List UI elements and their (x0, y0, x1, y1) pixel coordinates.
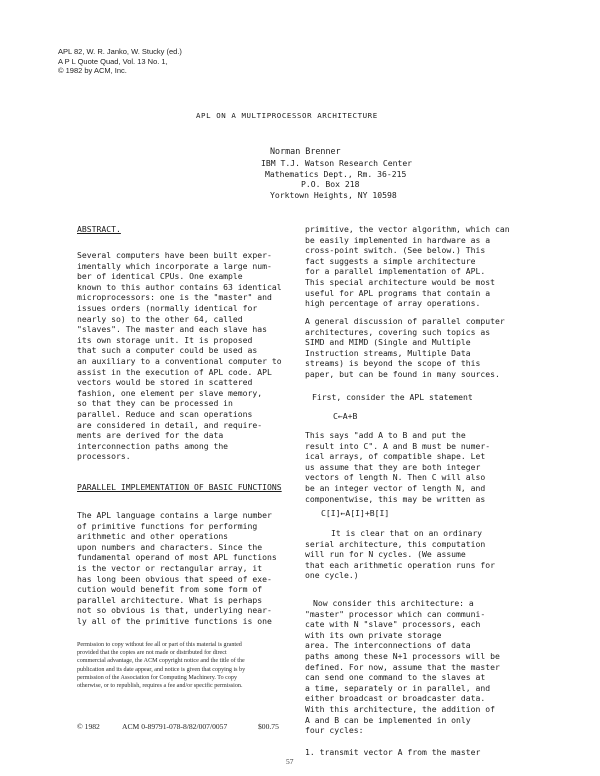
section-line: The APL language contains a large number (77, 510, 272, 520)
text-line: be an integer vector of length N, and (305, 482, 486, 493)
text-line: SIMD and MIMD (Single and Multiple (305, 337, 471, 348)
text-line: one cycle.) (305, 570, 359, 581)
text-line: componentwise, this may be written as (305, 493, 486, 504)
text-line: fact suggests a simple architecture (305, 255, 476, 266)
section-line: ly all of the primitive functions is one (77, 615, 272, 626)
footer-copyright: © 1982 (77, 722, 100, 731)
section-heading: PARALLEL IMPLEMENTATION OF BASIC FUNCTIONS (77, 482, 282, 492)
section-line: cution would benefit from some form of (77, 584, 263, 595)
abstract-line: parallel. Reduce and scan operations (77, 408, 253, 419)
text-line: This says "add A to B and put the (305, 430, 466, 440)
abstract-line: so that they can be processed in (77, 398, 233, 409)
abstract-heading: ABSTRACT. (77, 224, 121, 234)
text-line: that each arithmetic operation runs for (305, 559, 496, 570)
right-paragraph-1 (305, 224, 537, 309)
abstract-line: interconnection paths among the (77, 440, 229, 451)
text-line: With this architecture, the addition of (305, 703, 496, 714)
text-line: primitive, the vector algorithm, which can (305, 224, 510, 234)
right-paragraph-2 (305, 316, 537, 380)
section-body (77, 510, 285, 627)
text-line: with its own private storage (305, 629, 442, 640)
text-line: result into C". A and B must be numer- (305, 440, 491, 451)
permission-line: commercial advantage, the ACM copyright notice and the title of the (77, 658, 245, 665)
footer-acm-code: ACM 0-89791-078-8/82/007/0057 (122, 722, 228, 731)
right-paragraph-4 (305, 430, 537, 504)
header-line: A P L Quote Quad, Vol. 13 No. 1, (58, 56, 168, 66)
section-line: is the vector or rectangular array, it (77, 562, 263, 573)
section-line: fundamental operand of most APL functions (77, 552, 277, 563)
text-line: Instruction streams, Multiple Data (305, 347, 471, 358)
author-name: Norman Brenner (270, 146, 341, 156)
section-line: parallel architecture. What is perhaps (77, 594, 263, 605)
abstract-line: known to this author contains 63 identical (77, 281, 282, 292)
text-line: ical arrays, of compatible shape. Let (305, 451, 486, 462)
publication-header (58, 47, 182, 76)
text-line: serial architecture, this computation (305, 538, 486, 549)
header-line: APL 82, W. R. Janko, W. Stucky (ed.) (58, 47, 182, 56)
abstract-line: ments are derived for the data (77, 430, 224, 441)
abstract-line: microprocessors: one is the "master" and (77, 292, 272, 303)
list-item-1: 1. transmit vector A from the master (305, 747, 481, 757)
abstract-line: imentally which incorporate a large num- (77, 260, 272, 271)
header-line: © 1982 by ACM, Inc. (58, 66, 127, 75)
abstract-line: processors. (77, 451, 131, 462)
abstract-line: its own storage unit. It is proposed (77, 334, 253, 345)
text-line: useful for APL programs that contain a (305, 287, 491, 298)
right-paragraph-5 (305, 528, 537, 581)
section-line: not so obvious is that, underlying near- (77, 605, 272, 616)
code-statement-2: C[I]←A[I]+B[I] (321, 508, 390, 518)
section-line: arithmetic and other operations (77, 531, 229, 542)
text-line: for a parallel implementation of APL. (305, 266, 486, 277)
affiliation-line: P.O. Box 218 (301, 179, 360, 190)
text-line: will run for N cycles. (We assume (305, 549, 466, 560)
text-line: four cycles: (305, 725, 364, 736)
abstract-line: issues orders (normally identical for (77, 302, 258, 313)
paper-title: APL ON A MULTIPROCESSOR ARCHITECTURE (196, 111, 378, 120)
section-line: upon numbers and characters. Since the (77, 541, 263, 552)
abstract-line: ber of identical CPUs. One example (77, 271, 243, 282)
footer-price: $00.75 (258, 722, 279, 731)
text-line: streams) is beyond the scope of this (305, 358, 481, 369)
affiliation (261, 158, 412, 200)
section-line: has long been obvious that speed of exe- (77, 573, 272, 584)
text-line: "master" processor which can communi- (305, 608, 486, 619)
text-line: architectures, covering such topics as (305, 326, 491, 337)
section-line: of primitive functions for performing (77, 520, 258, 531)
permission-notice (77, 641, 287, 690)
affiliation-line: IBM T.J. Watson Research Center (261, 158, 413, 168)
page-number: 57 (286, 757, 294, 766)
text-line: cate with N "slave" processors, each (305, 619, 481, 630)
text-line: First, consider the APL statement (312, 392, 473, 402)
permission-line: Permission to copy without fee all or part of this material is granted (77, 642, 242, 648)
text-line: cross-point switch. (See below.) This (305, 245, 486, 256)
text-line: This special architecture would be most (305, 276, 496, 287)
abstract-line: Several computers have been built exper- (77, 250, 272, 260)
permission-line: permission of the Association for Computing Machinery. To copy (77, 674, 238, 681)
abstract-line: assist in the execution of APL code. APL (77, 366, 272, 377)
text-line: be easily implemented in hardware as a (305, 234, 491, 245)
abstract-line: fashion, one element per slave memory, (77, 387, 263, 398)
text-line: A and B can be implemented in only (305, 714, 471, 725)
right-paragraph-3 (312, 392, 544, 403)
abstract-line: nearly so) to the other 64, called (77, 313, 243, 324)
text-line: a time, separately or in parallel, and (305, 682, 491, 693)
right-paragraph-6 (305, 598, 537, 736)
abstract-line: are considered in detail, and require- (77, 419, 263, 430)
abstract-line: vectors would be stored in scattered (77, 377, 253, 388)
permission-line: provided that the copies are not made or distributed for direct (77, 650, 227, 657)
text-line: can send one command to the slaves at (305, 672, 486, 683)
text-line: paths among these N+1 processors will be (305, 650, 500, 661)
text-line: paper, but can be found in many sources. (305, 368, 500, 379)
text-line: A general discussion of parallel computer (305, 316, 505, 326)
text-line: area. The interconnections of data (305, 640, 471, 651)
abstract-line: "slaves". The master and each slave has (77, 324, 268, 335)
affiliation-line: Mathematics Dept., Rm. 36-215 (265, 168, 407, 179)
text-line: It is clear that on an ordinary (331, 528, 483, 538)
text-line: vectors of length N. Then C will also (305, 472, 486, 483)
text-line: either broadcast or broadcaster data. (305, 693, 486, 704)
code-statement-1: C←A+B (333, 411, 358, 421)
abstract-body (77, 250, 285, 462)
text-line: Now consider this architecture: a (313, 598, 474, 608)
text-line: high percentage of array operations. (305, 298, 481, 309)
abstract-line: an auxiliary to a conventional computer to (77, 355, 282, 366)
permission-line: otherwise, or to republish, requires a fee and/or specific permission. (77, 683, 243, 690)
permission-line: publication and its date appear, and notice is given that copying is by (77, 666, 246, 673)
text-line: us assume that they are both integer (305, 461, 481, 472)
text-line: defined. For now, assume that the master (305, 661, 500, 672)
abstract-line: that such a computer could be used as (77, 345, 258, 356)
affiliation-line: Yorktown Heights, NY 10598 (270, 189, 397, 200)
